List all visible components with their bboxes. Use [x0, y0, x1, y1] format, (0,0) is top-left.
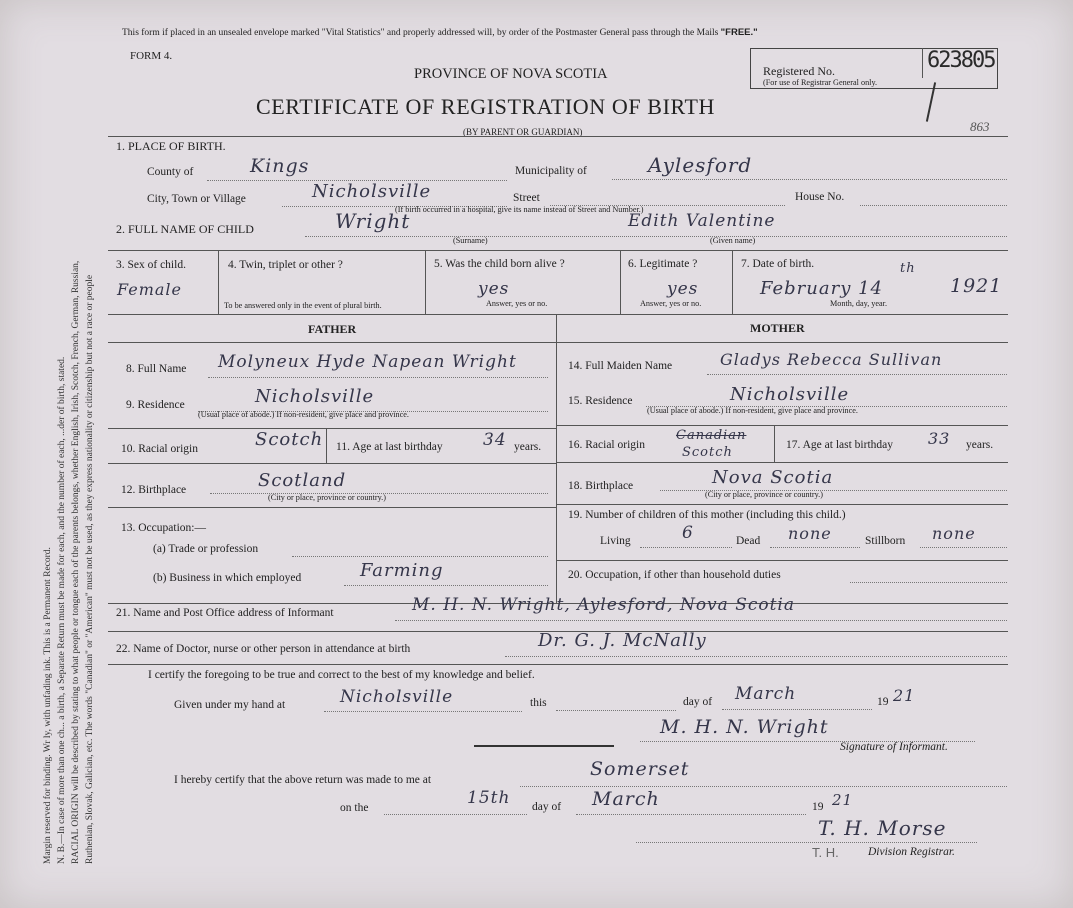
sex-value: Female: [117, 280, 182, 299]
mother-birthplace-label: 18. Birthplace: [568, 480, 634, 492]
mother-name-value: Gladys Rebecca Sullivan: [720, 350, 943, 369]
registrar-text: I hereby certify that the above return was made to me at: [174, 774, 432, 786]
given-place-line: [324, 711, 522, 712]
divider-10-11: [326, 428, 327, 463]
given-name-caption: (Given name): [710, 236, 756, 245]
given-place-value: Nicholsville: [340, 687, 454, 707]
cert-month-value: March: [735, 684, 797, 704]
registrar-day-line: [384, 814, 527, 815]
stillborn-value: none: [932, 524, 976, 543]
dob-ordinal: th: [900, 261, 916, 276]
registrar-initials: T. H.: [812, 845, 839, 860]
father-residence-label: 9. Residence: [126, 399, 185, 411]
registrar-month-line: [576, 814, 806, 815]
mother-residence-label: 15. Residence: [568, 395, 633, 407]
father-birthplace-label: 12. Birthplace: [121, 484, 187, 496]
this-day-line: [556, 710, 676, 711]
father-business-line: [344, 585, 548, 586]
margin-note-multiple-births: N. B.—In case of more than one ch... a birth, a Separate Return must be made for each, and the number of each, ...der of birth, stated.: [57, 356, 67, 864]
father-years: years.: [514, 441, 542, 453]
father-name-value: Molyneux Hyde Napean Wright: [218, 352, 517, 372]
mother-age-label: 17. Age at last birthday: [786, 439, 893, 451]
surname-caption: (Surname): [453, 236, 488, 245]
stillborn-label: Stillborn: [865, 535, 906, 547]
registrar-place-value: Somerset: [590, 758, 690, 780]
dob-note: Month, day, year.: [830, 299, 887, 308]
divider-16-17: [774, 425, 775, 462]
father-residence-note: (Usual place of abode.) If non-resident, give place and province.: [198, 410, 409, 419]
father-trade-line: [292, 556, 548, 557]
father-business-value: Farming: [360, 560, 444, 581]
dob-month-day: February 14: [760, 278, 884, 299]
registrar-year-prefix: 19: [812, 801, 824, 813]
binding-margin: [0, 0, 108, 908]
mother-heading: MOTHER: [750, 321, 805, 335]
sex-label: 3. Sex of child.: [116, 259, 186, 271]
father-race-value: Scotch: [255, 429, 324, 450]
mother-children-label: 19. Number of children of this mother (including this child.): [568, 509, 846, 521]
mother-birthplace-value: Nova Scotia: [712, 467, 834, 488]
house-no-line: [860, 205, 1007, 206]
alive-value: yes: [478, 279, 510, 299]
rule-top: [108, 136, 1008, 137]
dead-label: Dead: [736, 535, 761, 547]
mother-occupation-line: [850, 582, 1007, 583]
registrar-day-value: 15th: [467, 788, 511, 808]
father-occupation-label: 13. Occupation:—: [121, 522, 206, 534]
street-label: Street: [513, 192, 540, 204]
mother-age-value: 33: [928, 429, 951, 448]
legit-label: 6. Legitimate ?: [628, 258, 698, 270]
registrar-on-label: on the: [340, 802, 369, 814]
mother-years: years.: [966, 439, 994, 451]
divider-6-7: [732, 250, 733, 314]
registrar-signature-label: Division Registrar.: [868, 846, 955, 858]
divider-3-4: [218, 250, 219, 314]
legit-value: yes: [667, 279, 699, 299]
postal-notice-text: This form if placed in an unsealed envelope marked "Vital Statistics" and properly addressed will, by order of the Postmaster General pass through the Mails: [122, 28, 719, 38]
given-under-label: Given under my hand at: [174, 699, 286, 711]
doctor-label: 22. Name of Doctor, nurse or other person in attendance at birth: [116, 643, 411, 655]
this-label: this: [530, 697, 547, 709]
dob-label: 7. Date of birth.: [741, 258, 815, 270]
province-heading: PROVINCE OF NOVA SCOTIA: [414, 66, 608, 82]
father-business-label: (b) Business in which employed: [153, 572, 302, 584]
father-name-label: 8. Full Name: [126, 363, 187, 375]
rule-mother-res: [556, 425, 1008, 426]
rule-items-top: [108, 250, 1008, 251]
margin-note-nationality: Ruthenian, Slovak, Galician, etc. The words "Canadian" or "American" must not be used, as they express nationality or citizenship but not a race or people: [85, 274, 95, 864]
twin-note: To be answered only in the event of plural birth.: [224, 301, 382, 310]
registrar-signature-line: [636, 842, 977, 843]
margin-note-binding: Margin reserved for binding. Wr ly, with unfading ink. This is a Permanent Record.: [43, 547, 53, 864]
county-label: County of: [147, 166, 194, 178]
stillborn-line: [920, 547, 1007, 548]
living-label: Living: [600, 535, 631, 547]
corner-note: 863: [970, 119, 990, 134]
city-value: Nicholsville: [312, 181, 432, 202]
mother-residence-note: (Usual place of abode.) If non-resident, give place and province.: [647, 406, 858, 415]
registrar-place-line: [520, 786, 1007, 787]
alive-note: Answer, yes or no.: [486, 299, 548, 308]
mother-race-label: 16. Racial origin: [568, 439, 645, 451]
page-title: CERTIFICATE OF REGISTRATION OF BIRTH: [256, 94, 715, 119]
mother-race-value: Scotch: [682, 445, 733, 460]
doctor-line: [505, 656, 1007, 657]
mother-residence-value: Nicholsville: [730, 384, 850, 405]
mother-occupation-label: 20. Occupation, if other than household duties: [568, 569, 781, 581]
margin-note-racial-origin: RACIAL ORIGIN will be described by stating to what people or tongue each of the parents belongs, whether English, Irish, Scotch, French, German, Russian,: [71, 260, 81, 864]
dob-year: 1921: [950, 275, 1003, 297]
form-number: FORM 4.: [130, 50, 173, 62]
child-name-label: 2. FULL NAME OF CHILD: [116, 222, 254, 236]
registered-no-label: Registered No.: [763, 64, 835, 78]
rule-father-head: [108, 342, 556, 343]
municipality-label: Municipality of: [515, 165, 587, 177]
informant-line: [395, 620, 1007, 621]
registered-no-sublabel: (For use of Registrar General only.: [763, 78, 878, 87]
postal-notice-free: "FREE.": [720, 27, 758, 38]
registrar-month-value: March: [592, 788, 660, 810]
dead-value: none: [788, 524, 832, 543]
registrar-day-of-label: day of: [532, 801, 562, 813]
place-of-birth-heading: 1. PLACE OF BIRTH.: [116, 139, 226, 153]
father-age-value: 34: [483, 430, 507, 450]
rule-mother-children: [556, 560, 1008, 561]
registrar-year-value: 21: [832, 791, 854, 809]
divider-4-5: [425, 250, 426, 314]
rule-father-res: [108, 428, 556, 429]
rule-mother-race: [556, 462, 1008, 463]
rule-father-bp: [108, 507, 556, 508]
cert-year-value: 21: [893, 686, 916, 705]
separator-rule: [474, 745, 614, 747]
father-name-line: [208, 377, 548, 378]
cert-year-prefix: 19: [877, 696, 889, 708]
rule-doctor: [108, 664, 1008, 665]
hospital-note: (If birth occurred in a hospital, give its name instead of Street and Number.): [395, 205, 644, 214]
informant-signature-label: Signature of Informant.: [840, 741, 948, 753]
city-label: City, Town or Village: [147, 193, 246, 205]
rule-parents-top: [108, 314, 1008, 315]
twin-label: 4. Twin, triplet or other ?: [228, 259, 343, 271]
page-subtitle: (BY PARENT OR GUARDIAN): [463, 127, 583, 137]
legit-note: Answer, yes or no.: [640, 299, 702, 308]
postal-notice: [122, 28, 758, 39]
cert-day-of-label: day of: [683, 696, 713, 708]
rule-mother-head: [556, 342, 1008, 343]
father-heading: FATHER: [308, 322, 357, 336]
alive-label: 5. Was the child born alive ?: [434, 258, 565, 270]
living-value: 6: [682, 523, 694, 543]
child-given-name: Edith Valentine: [628, 211, 776, 231]
informant-value: M. H. N. Wright, Aylesford, Nova Scotia: [412, 595, 796, 615]
registered-number: 623805: [927, 48, 995, 73]
municipality-line: [612, 179, 1007, 180]
rule-mother-bp: [556, 504, 1008, 505]
dead-line: [770, 547, 860, 548]
registrar-signature: T. H. Morse: [818, 816, 947, 840]
mother-birthplace-note: (City or place, province or country.): [705, 490, 823, 499]
rule-father-race: [108, 463, 556, 464]
municipality-value: Aylesford: [648, 153, 753, 177]
father-birthplace-note: (City or place, province or country.): [268, 493, 386, 502]
divider-5-6: [620, 250, 621, 314]
county-value: Kings: [250, 155, 310, 177]
informant-signature: M. H. N. Wright: [660, 716, 829, 738]
certify-text: I certify the foregoing to be true and correct to the best of my knowledge and belief.: [148, 669, 535, 681]
father-trade-label: (a) Trade or profession: [153, 543, 259, 555]
father-residence-value: Nicholsville: [255, 386, 375, 407]
child-name-line: [305, 236, 1007, 237]
father-age-label: 11. Age at last birthday: [336, 441, 443, 453]
father-race-label: 10. Racial origin: [121, 443, 198, 455]
living-line: [640, 547, 732, 548]
house-no-label: House No.: [795, 191, 845, 203]
child-surname: Wright: [335, 209, 411, 233]
registration-box-divider: [922, 48, 923, 78]
mother-name-label: 14. Full Maiden Name: [568, 360, 673, 372]
mother-race-struck: Canadian: [676, 428, 747, 443]
informant-label: 21. Name and Post Office address of Informant: [116, 607, 334, 619]
cert-month-line: [722, 709, 872, 710]
father-birthplace-value: Scotland: [258, 470, 347, 491]
mother-name-line: [707, 374, 1007, 375]
doctor-value: Dr. G. J. McNally: [538, 630, 707, 651]
